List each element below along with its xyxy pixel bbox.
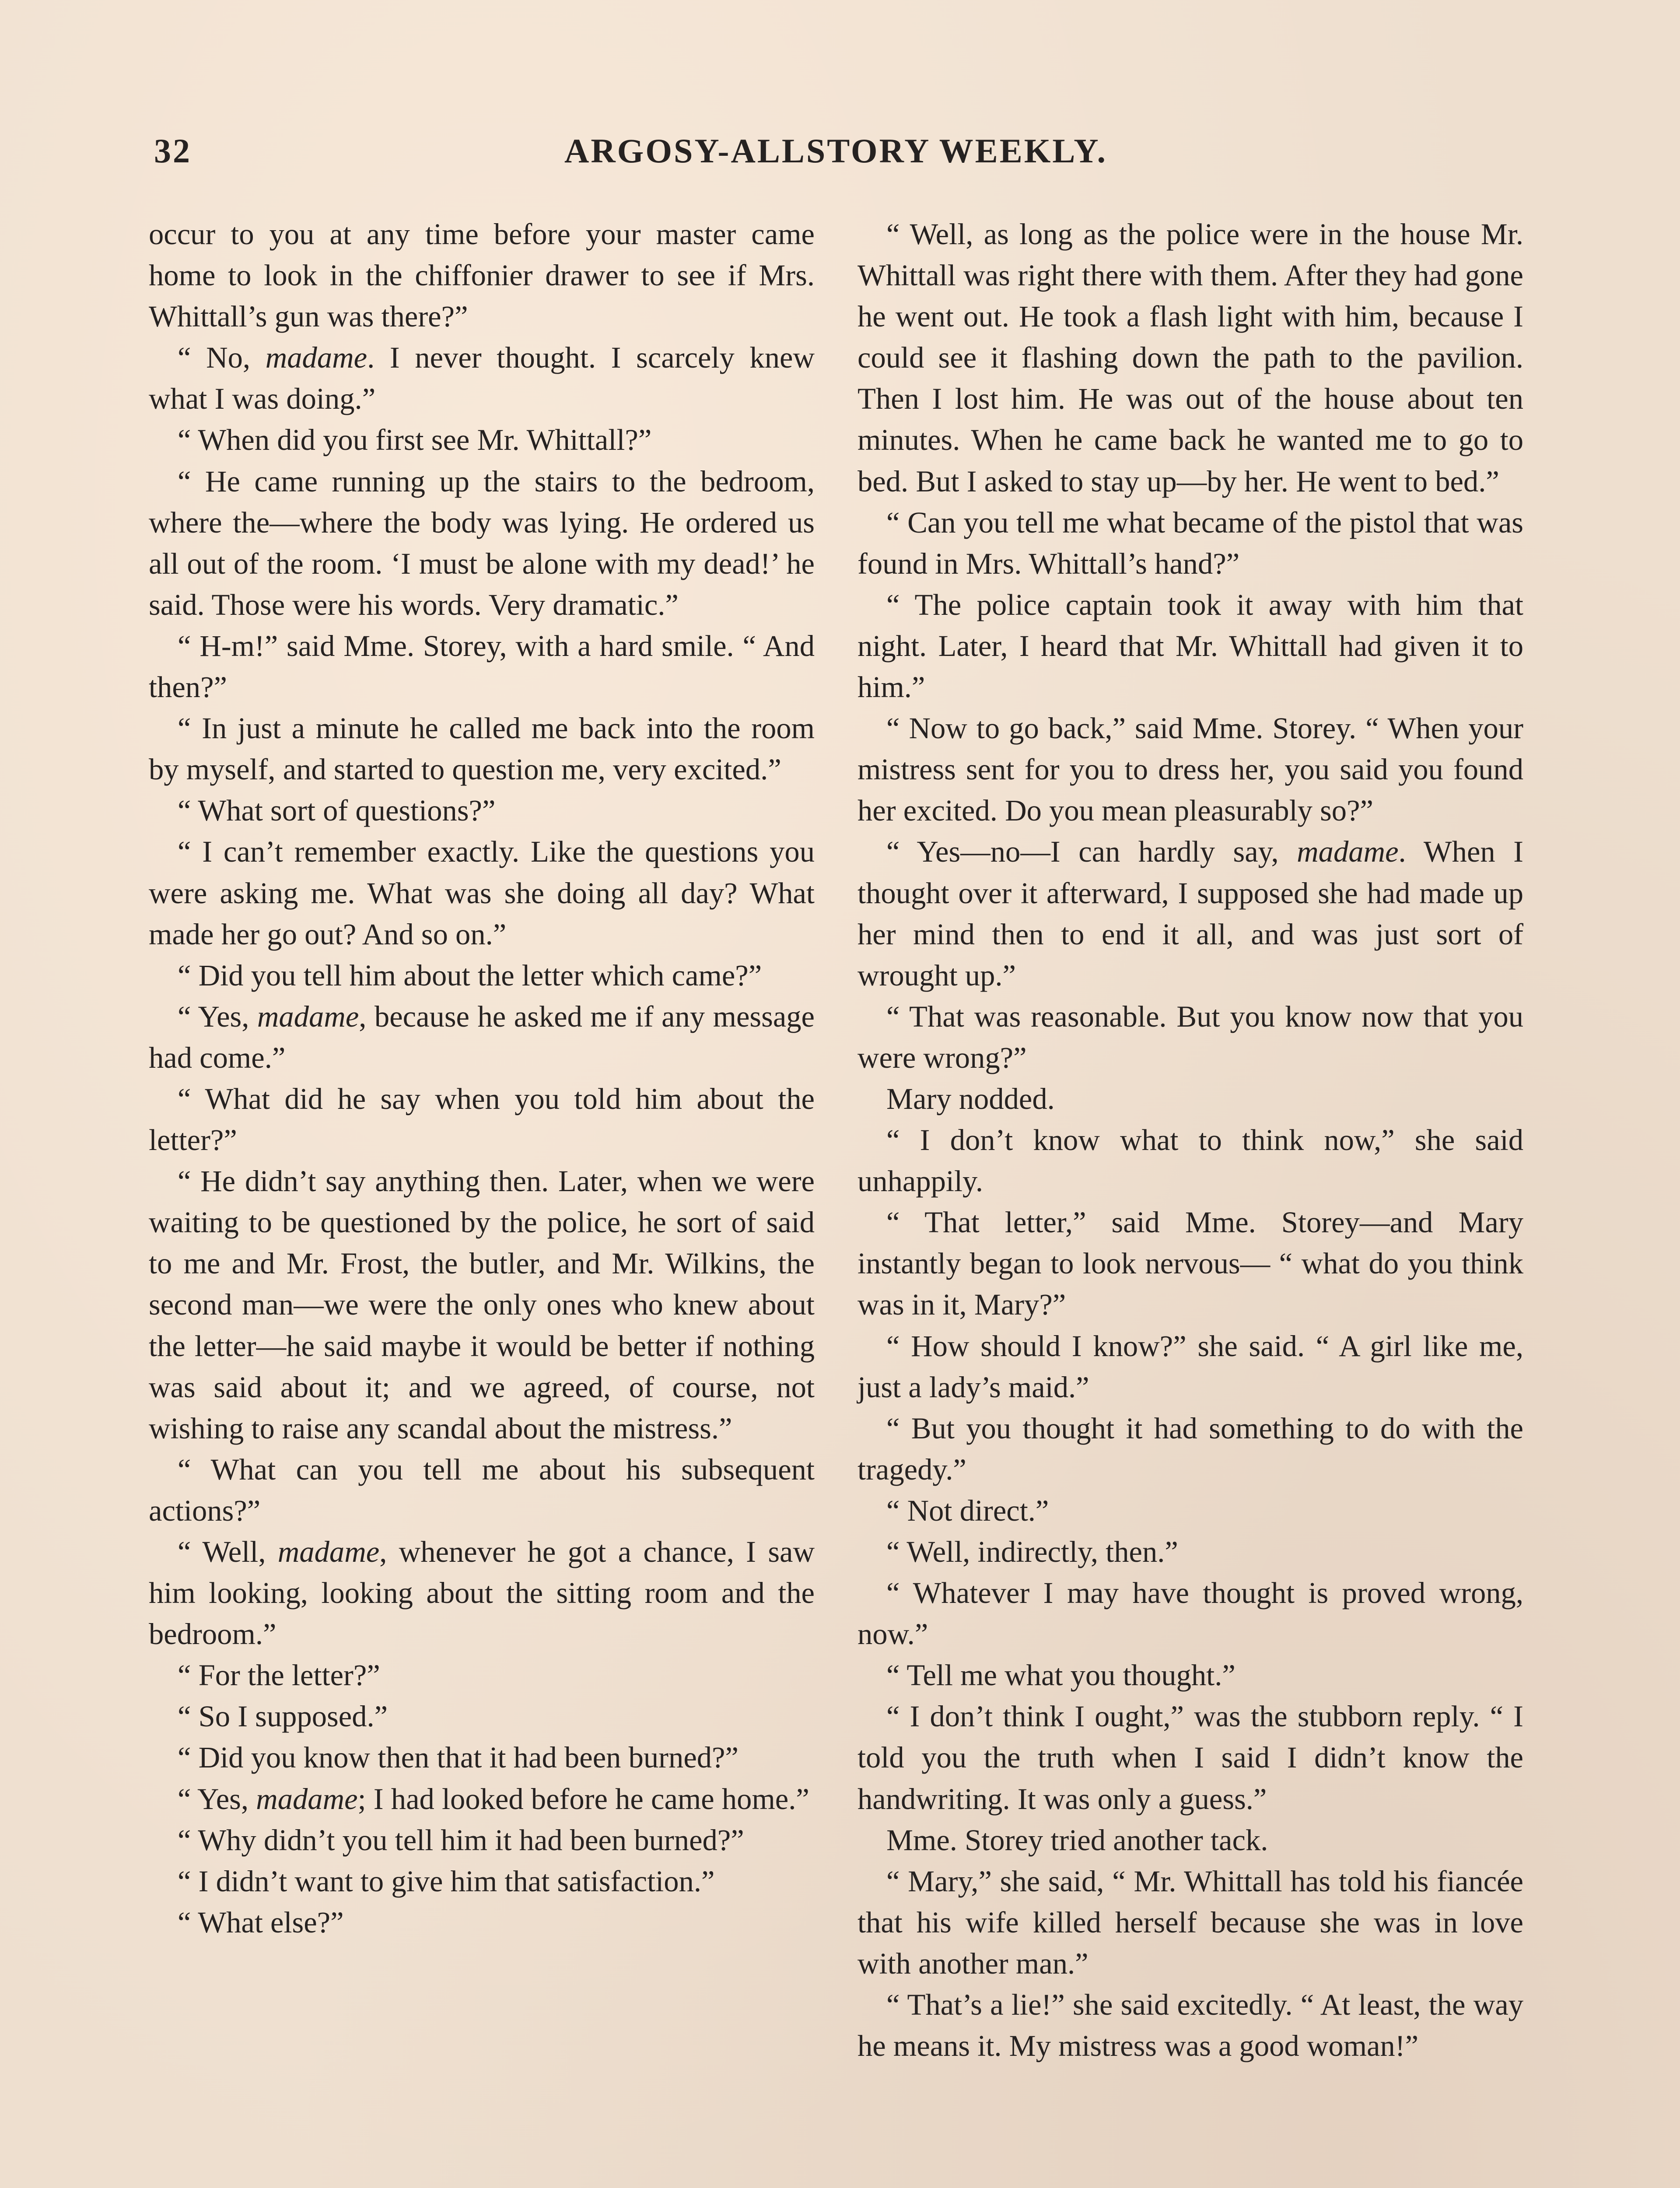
paragraph: “ What did he say when you told him about the letter?” xyxy=(149,1082,815,1157)
paragraph: “ Whatever I may have thought is proved wrong, now.” xyxy=(858,1576,1523,1651)
paragraph: “ How should I know?” she said. “ A girl like me, just a lady’s maid.” xyxy=(858,1329,1523,1404)
paragraph: occur to you at any time before your master came home to look in the chiffonier drawer to see if Mrs. Whittall’s gun was there?” xyxy=(149,217,815,333)
paragraph: “ Not direct.” xyxy=(886,1494,1049,1527)
paragraph: “ I don’t think I ought,” was the stubborn reply. “ I told you the truth when I said I didn’t know the handwriting. It was only a guess.” xyxy=(858,1700,1523,1816)
paragraph: “ Did you tell him about the letter which came?” xyxy=(178,958,762,992)
paragraph: “ He came running up the stairs to the bedroom, where the—where the body was lying. He ordered us all out of the room. ‘I must be alone with my dead!’ he said. Those were his words. Very dramatic.” xyxy=(149,464,815,621)
paragraph: “ That letter,” said Mme. Storey—and Mary instantly began to look nervous— “ what do you think was in it, Mary?” xyxy=(858,1206,1523,1322)
paragraph: Mary nodded. xyxy=(886,1082,1055,1115)
paragraph: “ Did you know then that it had been burned?” xyxy=(178,1741,738,1774)
paragraph: “ Well, indirectly, then.” xyxy=(886,1535,1178,1568)
text-column-left xyxy=(149,214,815,1943)
paragraph: “ Mary,” she said, “ Mr. Whittall has told his fiancée that his wife killed herself because she was in love with another man.” xyxy=(858,1864,1523,1980)
paragraph: “ No, madame. I never thought. I scarcely knew what I was doing.” xyxy=(149,341,815,416)
text-column-right xyxy=(858,214,1523,2066)
paragraph: “ The police captain took it away with him that night. Later, I heard that Mr. Whittall had given it to him.” xyxy=(858,588,1523,704)
running-head: ARGOSY-ALLSTORY WEEKLY. xyxy=(564,132,1107,170)
paragraph: “ Can you tell me what became of the pistol that was found in Mrs. Whittall’s hand?” xyxy=(858,505,1523,580)
paragraph: “ What can you tell me about his subsequent actions?” xyxy=(149,1452,815,1527)
paragraph: “ But you thought it had something to do with the tragedy.” xyxy=(858,1411,1523,1486)
paragraph: “ I don’t know what to think now,” she said unhappily. xyxy=(858,1123,1523,1198)
paragraph: “ Yes—no—I can hardly say, madame. When I thought over it afterward, I supposed she had made up her mind then to end it all, and was just sort of wrought up.” xyxy=(858,835,1523,992)
paragraph: Mme. Storey tried another tack. xyxy=(886,1823,1268,1857)
paragraph: “ Yes, madame; I had looked before he came home.” xyxy=(178,1782,809,1816)
paragraph: “ Now to go back,” said Mme. Storey. “ When your mistress sent for you to dress her, you said you found her excited. Do you mean pleasurably so?” xyxy=(858,712,1523,828)
paragraph: “ What sort of questions?” xyxy=(178,794,496,828)
paragraph: “ He didn’t say anything then. Later, when we were waiting to be questioned by the police, he sort of said to me and Mr. Frost, the butler, and Mr. Wilkins, the second man—we were the only ones who knew about the letter—he said maybe it would be better if nothing was said about it; and we agreed, of course, not wishing to raise any scandal about the mistress.” xyxy=(149,1164,815,1445)
paragraph: “ Why didn’t you tell him it had been burned?” xyxy=(178,1823,744,1857)
paragraph: “ So I supposed.” xyxy=(178,1700,388,1733)
paragraph: “ That was reasonable. But you know now that you were wrong?” xyxy=(858,999,1523,1074)
paragraph: “ Well, madame, whenever he got a chance, I saw him looking, looking about the sitting room and the bedroom.” xyxy=(149,1535,815,1651)
page-number: 32 xyxy=(154,132,192,170)
paragraph: “ In just a minute he called me back into the room by myself, and started to question me, very excited.” xyxy=(149,712,815,786)
paragraph: “ When did you first see Mr. Whittall?” xyxy=(178,423,652,457)
paragraph: “ H-m!” said Mme. Storey, with a hard smile. “ And then?” xyxy=(149,629,815,704)
paragraph: “ I can’t remember exactly. Like the questions you were asking me. What was she doing all day? What made her go out? And so on.” xyxy=(149,835,815,951)
paragraph: “ Well, as long as the police were in the house Mr. Whittall was right there with them. After they had gone he went out. He took a flash light with him, because I could see it flashing down the path to the pavilion. Then I lost him. He was out of the house about ten minutes. When he came back he wanted me to go to bed. But I asked to stay up—by her. He went to bed.” xyxy=(858,217,1523,498)
paragraph: “ Tell me what you thought.” xyxy=(886,1659,1236,1692)
paragraph: “ That’s a lie!” she said excitedly. “ At least, the way he means it. My mistress was a good woman!” xyxy=(858,1988,1523,2063)
paragraph: “ What else?” xyxy=(178,1905,344,1939)
paragraph: “ Yes, madame, because he asked me if any message had come.” xyxy=(149,999,815,1074)
paragraph: “ For the letter?” xyxy=(178,1659,380,1692)
paragraph: “ I didn’t want to give him that satisfaction.” xyxy=(178,1864,715,1898)
